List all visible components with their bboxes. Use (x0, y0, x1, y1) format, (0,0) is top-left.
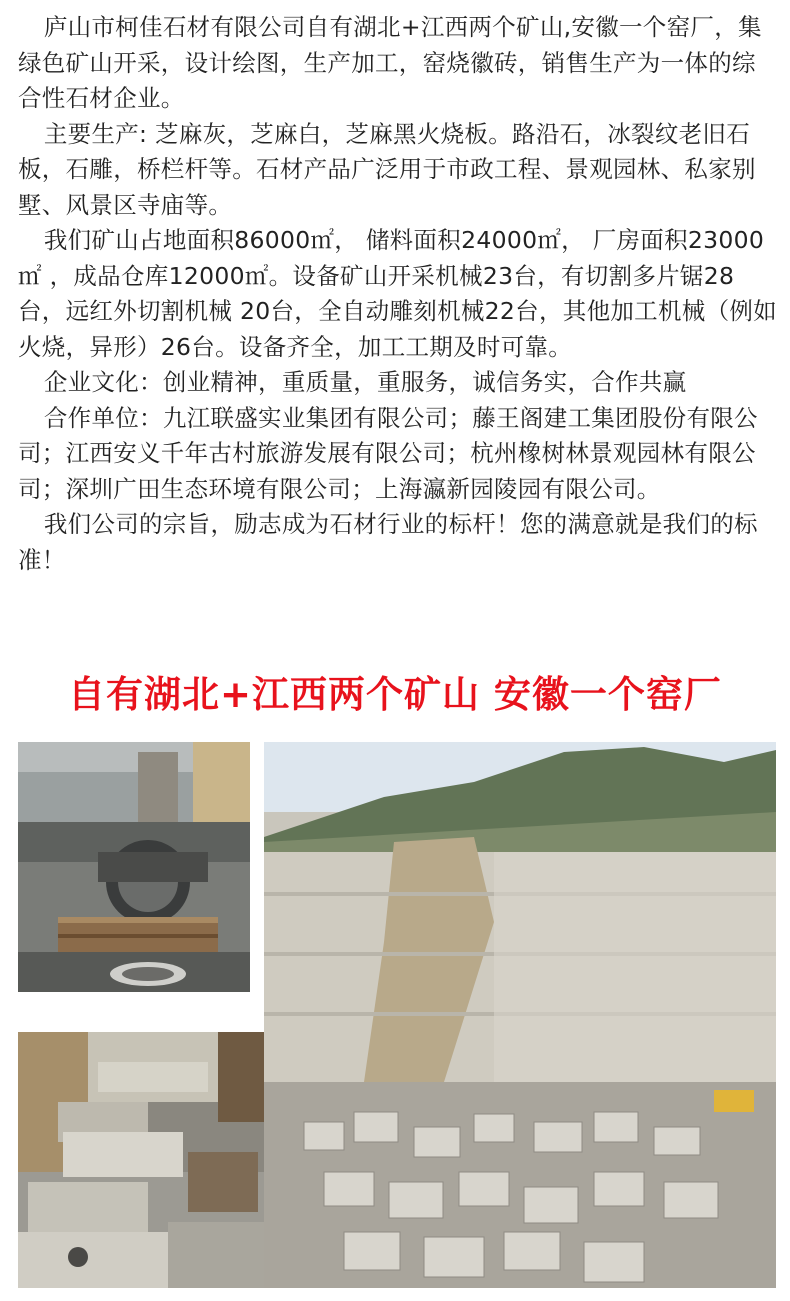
intro-paragraph: 主要生产: 芝麻灰，芝麻白，芝麻黑火烧板。路沿石，冰裂纹老旧石板，石雕，桥栏杆等。石材产品广泛用于市政工程、景观园林、私家别墅、风景区寺庙等。 (18, 119, 756, 219)
intro-paragraph: 庐山市柯佳石材有限公司自有湖北+江西两个矿山,安徽一个窑厂，集绿色矿山开采，设计绘图，生产加工，窑烧徽砖，销售生产为一体的综合性石材企业。 (18, 13, 762, 112)
cutting-machine-photo (18, 742, 250, 992)
intro-paragraph: 我们矿山占地面积86000㎡， 储料面积24000㎡， 厂房面积23000㎡ ，成品仓库12000㎡。设备矿山开采机械23台，有切割多片锯28台，远红外切割机械 20台，全自动雕刻机械22台，其他加工机械（例如火烧，异形）26台。设备齐全，加工工期及时可靠。 (18, 226, 777, 361)
headline: 自有湖北+江西两个矿山 安徽一个窑厂 (68, 673, 722, 716)
company-intro (18, 10, 778, 578)
workshop-photo (18, 1032, 278, 1288)
intro-paragraph: 我们公司的宗旨，励志成为石材行业的标杆！您的满意就是我们的标准！ (18, 510, 758, 574)
intro-paragraph: 合作单位：九江联盛实业集团有限公司；藤王阁建工集团股份有限公司；江西安义千年古村旅游发展有限公司；杭州橡树林景观园林有限公司；深圳广田生态环境有限公司；上海瀛新园陵园有限公司。 (18, 403, 758, 503)
intro-paragraph: 企业文化：创业精神，重质量，重服务，诚信务实，合作共赢 (43, 368, 687, 396)
quarry-photo (264, 742, 776, 1288)
